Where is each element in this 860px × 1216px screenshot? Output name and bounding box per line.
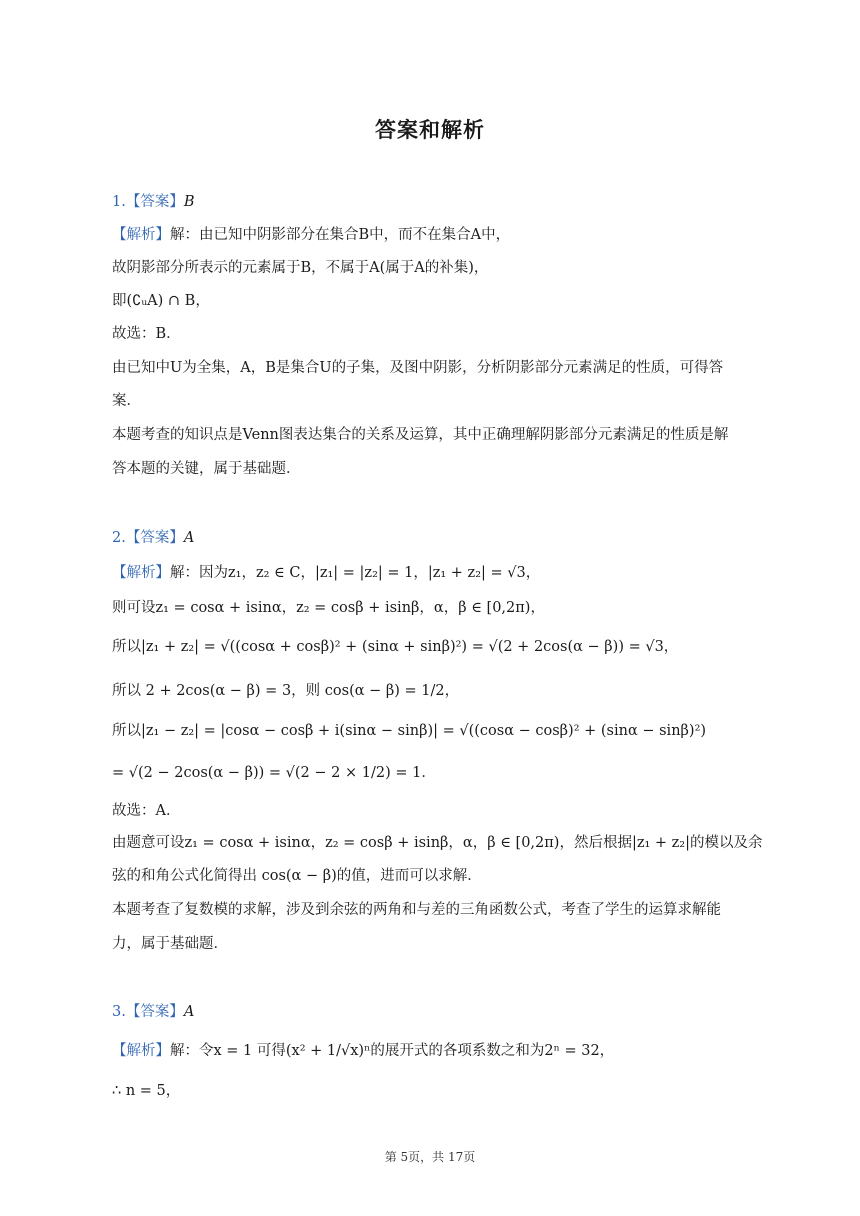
q1-explanation-line — [112, 224, 510, 246]
q1-number: 1. — [112, 194, 126, 210]
q1-text-2: 即(∁ᵤA) ∩ B， — [112, 293, 210, 309]
q2-text-9: 本题考查了复数模的求解，涉及到余弦的两角和与差的三角函数公式，考查了学生的运算求解能 — [112, 902, 721, 918]
q1-explanation-tag: 【解析】 — [112, 227, 170, 243]
q3-answer-tag: 【答案】 — [125, 1004, 184, 1020]
q3-text-1: ∴ n = 5， — [112, 1083, 181, 1099]
q2-text-5: = √(2 − 2cos(α − β)) = √(2 − 2 × 1/2) = 1． — [112, 765, 436, 781]
q2-answer-line — [112, 527, 194, 549]
q2-text-2: 所以|z₁ + z₂| = √((cosα + cosβ)² + (sinα + sinβ)²) = √(2 + 2cos(α − β)) = √3， — [112, 639, 679, 655]
q1-text-7: 答本题的关键，属于基础题． — [112, 461, 301, 477]
q3-text-0: 解：令x = 1 可得(x² + 1/√x)ⁿ的展开式的各项系数之和为2ⁿ = 32， — [170, 1043, 615, 1059]
q2-explanation-line — [112, 562, 540, 584]
q1-answer: B — [183, 194, 195, 210]
q2-text-7: 由题意可设z₁ = cosα + isinα，z₂ = cosβ + isinβ，α，β ∈ [0,2π)，然后根据|z₁ + z₂|的模以及余 — [112, 835, 763, 851]
q2-text-8: 弦的和角公式化简得出 cos(α − β)的值，进而可以求解． — [112, 868, 482, 884]
q2-text-3: 所以 2 + 2cos(α − β) = 3，则 cos(α − β) = 1/2， — [112, 683, 460, 699]
q2-answer: A — [183, 530, 195, 546]
q1-answer-line — [112, 191, 195, 213]
q3-answer-line — [112, 1001, 194, 1023]
q2-text-0: 解：因为z₁，z₂ ∈ C，|z₁| = |z₂| = 1，|z₁ + z₂| = √3， — [170, 565, 541, 581]
q1-text-5: 案． — [112, 393, 141, 409]
q1-text-0: 解：由已知中阴影部分在集合B中，而不在集合A中， — [170, 227, 511, 243]
q1-text-4: 由已知中U为全集，A，B是集合U的子集，及图中阴影，分析阴影部分元素满足的性质，可得答 — [112, 360, 724, 376]
q3-number: 3. — [112, 1004, 126, 1020]
q3-explanation-line — [112, 1040, 614, 1062]
page-title: 答案和解析 — [375, 118, 485, 142]
q1-answer-tag: 【答案】 — [125, 194, 184, 210]
q2-text-4: 所以|z₁ − z₂| = |cosα − cosβ + i(sinα − sinβ)| = √((cosα − cosβ)² + (sinα − sinβ)²) — [112, 723, 707, 739]
q1-text-3: 故选：B． — [112, 326, 181, 342]
q2-text-1: 则可设z₁ = cosα + isinα，z₂ = cosβ + isinβ，α，β ∈ [0,2π)， — [112, 600, 545, 616]
q2-answer-tag: 【答案】 — [125, 530, 184, 546]
q1-text-6: 本题考查的知识点是Venn图表达集合的关系及运算，其中正确理解阴影部分元素满足的性质是解 — [112, 427, 729, 443]
q2-text-6: 故选：A． — [112, 803, 181, 819]
page-footer: 第 5页，共 17页 — [384, 1150, 476, 1164]
q2-number: 2. — [112, 530, 126, 546]
q3-answer: A — [183, 1004, 195, 1020]
q2-text-10: 力，属于基础题． — [112, 936, 228, 952]
q2-explanation-tag: 【解析】 — [112, 565, 170, 581]
q1-text-1: 故阴影部分所表示的元素属于B，不属于A(属于A的补集)， — [112, 260, 489, 276]
q3-explanation-tag: 【解析】 — [112, 1043, 170, 1059]
